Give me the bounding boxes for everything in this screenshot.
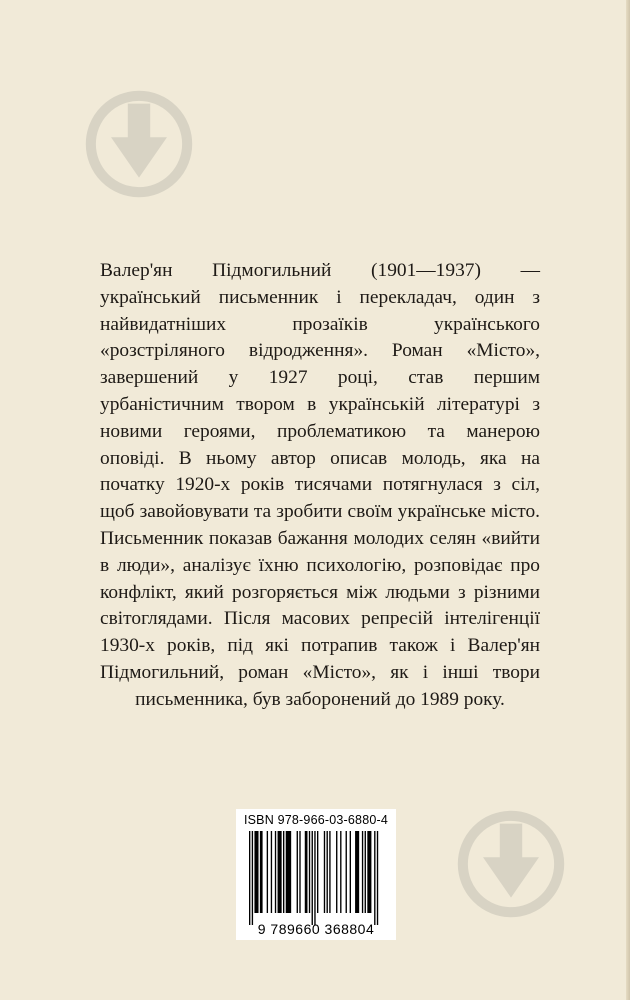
barcode-bars (243, 831, 389, 927)
ean-digits: 9 789660 368804 (257, 921, 375, 937)
barcode-guard-bar (374, 831, 375, 925)
barcode-bar (260, 831, 263, 913)
barcode-guard-bar (377, 831, 378, 925)
barcode-guard-bar (249, 831, 250, 925)
barcode-bar (362, 831, 363, 913)
back-cover-blurb (100, 258, 540, 714)
barcode-bar (355, 831, 359, 913)
barcode-bar (327, 831, 328, 913)
barcode-guard-bar (252, 831, 253, 925)
barcode-bar (305, 831, 308, 913)
barcode-bar (365, 831, 366, 913)
barcode-bar (299, 831, 300, 913)
download-arrow-icon (83, 88, 195, 200)
barcode-bar (317, 831, 318, 913)
barcode-bar (278, 831, 282, 913)
barcode-bar (340, 831, 341, 913)
barcode-bar (254, 831, 258, 913)
page-edge (626, 0, 630, 1000)
barcode-bar (271, 831, 272, 913)
barcode-guard-bar (314, 831, 315, 925)
barcode-bar (329, 831, 330, 913)
barcode-bar (350, 831, 351, 913)
barcode-bar (309, 831, 310, 913)
watermark-logo-top (83, 88, 195, 200)
barcode-bar (283, 831, 284, 913)
barcode-bar (275, 831, 276, 913)
barcode-bar (297, 831, 298, 913)
barcode-guard-bar (312, 831, 313, 925)
barcode-bar (346, 831, 347, 913)
barcode-bar (267, 831, 268, 913)
barcode-bar (324, 831, 325, 913)
barcode-bar (367, 831, 371, 913)
isbn-label: ISBN 978-966-03-6880-4 (243, 813, 389, 827)
watermark-logo-bottom (455, 808, 567, 920)
barcode-bar (286, 831, 291, 913)
download-arrow-icon (455, 808, 567, 920)
barcode-block (236, 809, 396, 940)
blurb-paragraph: Валер'ян Підмогильний (1901—1937) — український письменник і перекладач, один з найвидатніших прозаїків українського «розстріляного відродження». Роман «Місто», завершений у 1927 році, став першим урбаністичним твором в українській літературі з новими героями, проблематикою та манерою оповіді. В ньому автор описав молодь, яка на початку 1920-х років тисячами потягнулася з сіл, щоб завойовувати та зробити своїм українське місто. Письменник показав бажання молодих селян «вийти в люди», аналізує їхню психологію, розповідає про конфлікт, який розгоряється між людьми з різними світоглядами. Після масових репресій інтелігенції 1930-х років, під які потрапив також і Валер'ян Підмогильний, роман «Місто», як і інші твори письменника, був заборонений до 1989 року. (100, 260, 540, 710)
barcode-bar (336, 831, 337, 913)
